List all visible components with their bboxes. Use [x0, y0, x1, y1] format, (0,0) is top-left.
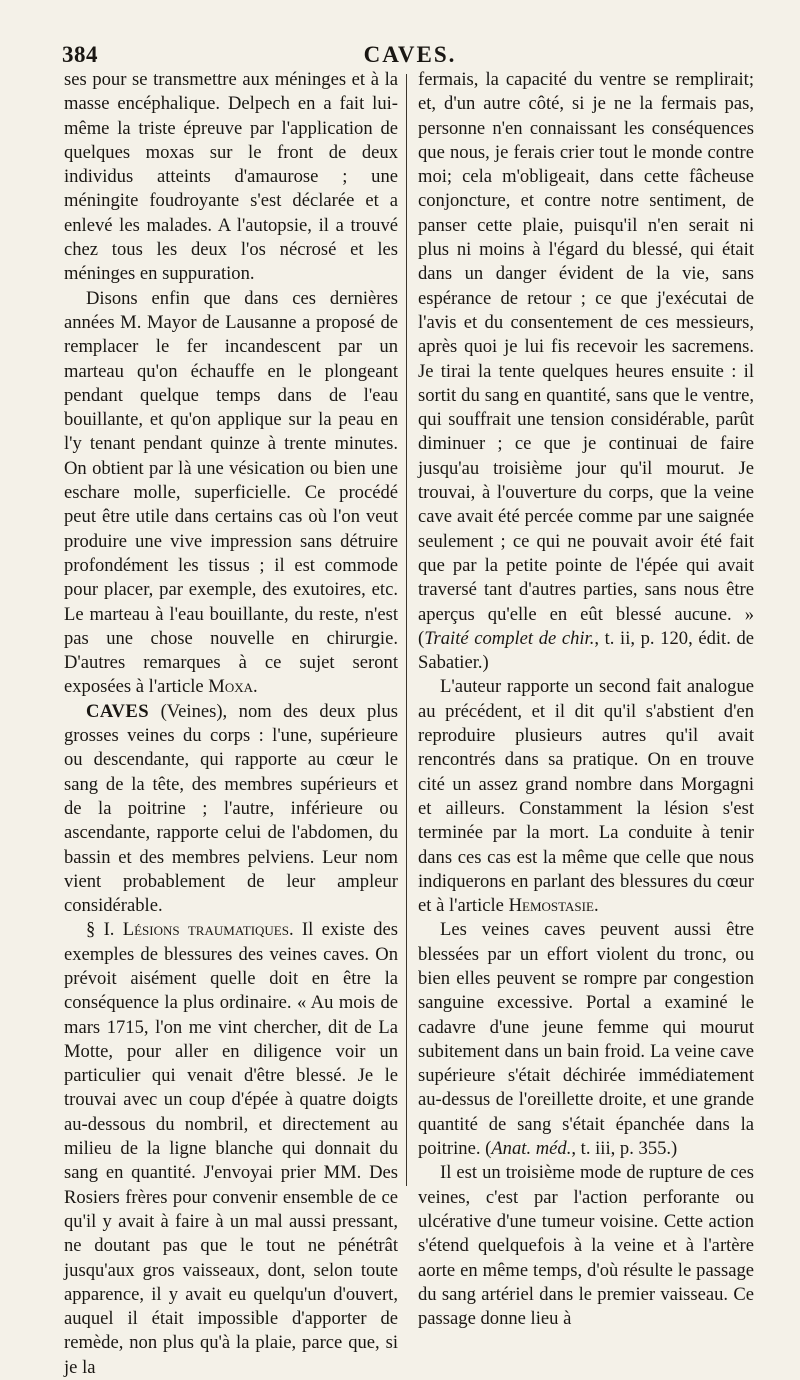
- paragraph-text: Disons enfin que dans ces dernières années M. Mayor de Lausanne a proposé de remplacer le fer incandescent par un marteau qu'on échauffe en le plongeant pendant quelque temps dans de l'eau bouillante, et qu'on applique sur la peau en l'y tenant pendant quinze à trente minutes. On obtient par là une vésication ou bien une eschare molle, superficielle. Ce procédé peut être utile dans certains cas où l'on veut produire une vive impression sans détruire profondément les tissus ; il est commode pour placer, par exemple, des exutoires, etc. Le marteau à l'eau bouillante, du reste, n'est pas une chose nouvelle en chirurgie. D'autres remarques à ce sujet seront exposées à l'article: [64, 287, 398, 698]
- citation-anat-med: Anat. méd.: [491, 1138, 572, 1160]
- paragraph-second-case: L'auteur rapporte un second fait analogue au précédent, et il dit qu'il s'abstient d'en reproduire plusieurs autres qu'il avait rencontrés dans sa pratique. On en trouve cité un assez grand nombre dans Morgagni et ailleurs. Constamment la lésion s'est terminée par la mort. La conduite à tenir dans ces cas est la même que celle que nous indiquerons en parlant des blessures du cœur et à l'article Hemostasie.: [418, 676, 754, 917]
- left-column: [64, 68, 398, 1380]
- paragraph-la-motte-quote: fermais, la capacité du ventre se remplirait; et, d'un autre côté, si je ne la fermais pas, personne n'en connaissant les conséquences que nous, je ferais crier tout le monde contre moi; cela m'obligeait, dans cette fâcheuse conjoncture, et contre notre sentiment, de panser cette plaie, puisqu'il n'en serait ni plus ni moins à l'égard du blessé, qui était dans un danger évident de la vie, sans espérance de retour ; ce que j'exécutai de l'avis et du consentement de ces messieurs, après quoi je lui fis recevoir les sacremens. Je tirai la tente quelques heures ensuite : il sortit du sang en quantité, sans que le ventre, qui souffrait une tension considérable, parût diminuer ; ce que je continuai de faire jusqu'au troisième jour qu'il mourut. Je trouvai, à l'ouverture du corps, que la veine cave avait été percée comme par une saignée seulement ; ce qui ne pouvait avoir été fait que par la petite pointe de l'épée qui avait traversé tant d'autres parties, sans nous être aperçus qu'elle en eût blessé aucune. » (Traité complet de chir., t. ii, p. 120, édit. de Sabatier.): [418, 69, 754, 674]
- section-text: Il existe des exemples de blessures des veines caves. On prévoit aisément quelle doit en être la conséquence la plus ordinaire. « Au mois de mars 1715, l'on me vint chercher, dit de La Motte, pour aller en diligence voir un particulier qui venait d'être blessé. Je le trouvai avec un coup d'épée à quatre doigts au-dessous du nombril, et directement au milieu de la ligne blanche qui donnait du sang en quantité. J'envoyai prier MM. Des Rosiers frères pour convenir ensemble de ce qu'il y avait à faire à un mal aussi pressant, ne doutant pas que le tout ne pénétrât jusqu'aux gros vaisseaux, dont, selon toute apparence, il y avait eu quelqu'un d'ouvert, auquel il était impossible d'apporter de remède, non plus qu'à la plaie, parce que, si je la: [64, 919, 399, 1378]
- running-title: CAVES.: [363, 42, 457, 67]
- cross-reference-hemostasie: Hemostasie: [508, 895, 594, 917]
- section-title: Lésions traumatiques.: [122, 919, 294, 941]
- column-divider: [406, 74, 407, 1186]
- paragraph-third-mode: Il est un troisième mode de rupture de ces veines, c'est par l'action perforante ou ulcérative d'une tumeur voisine. Cette action s'étend quelquefois à la veine et à l'artère aorte en même temps, d'où résulte le passage du sang artériel dans le premier vaisseau. Ce passage donne lieu à: [418, 1162, 754, 1330]
- entry-caves: [64, 700, 398, 919]
- citation-traite: Traité complet de chir.: [424, 627, 595, 649]
- page-number: 384: [62, 42, 98, 67]
- right-column: [418, 68, 754, 1331]
- entry-headword: CAVES: [86, 700, 150, 722]
- cross-reference-moxa: Moxa: [208, 676, 253, 698]
- paragraph-rupture: Les veines caves peuvent aussi être blessées par un effort violent du tronc, ou bien elles peuvent se rompre par congestion sanguine excessive. Portal a examiné le cadavre d'une jeune femme qui mourut subitement dans un bain froid. La veine cave supérieure s'était déchirée immédiatement au-dessus de l'oreillette droite, et une grande quantité de sang s'était épanchée dans la poitrine. (Anat. méd., t. iii, p. 355.): [418, 919, 754, 1160]
- section-number: § I.: [86, 919, 123, 941]
- entry-definition: (Veines), nom des deux plus grosses veines du corps : l'une, supérieure ou descendante, qui rapporte au cœur le sang de la tête, des membres supérieurs et de la poitrine ; l'autre, inférieure ou ascendante, rapporte celui de l'abdomen, du bassin et des membres pelviens. Leur nom vient probablement de leur ampleur considérable.: [64, 700, 398, 917]
- paragraph-mayor-hammer: Disons enfin que dans ces dernières années M. Mayor de Lausanne a proposé de remplacer le fer incandescent par un marteau qu'on échauffe en le plongeant pendant quelque temps dans de l'eau bouillante, et qu'on applique sur la peau en l'y tenant pendant quinze à trente minutes. On obtient par là une vésication ou bien une eschare molle, superficielle. Ce procédé peut être utile dans certains cas où l'on veut produire une vive impression sans détruire profondément les tissus ; il est commode pour placer, par exemple, des exutoires, etc. Le marteau à l'eau bouillante, du reste, n'est pas une chose nouvelle en chirurgie. D'autres remarques à ce sujet seront exposées à l'article Moxa.: [64, 287, 398, 698]
- paragraph-moxa-end: ses pour se transmettre aux méninges et à la masse encéphalique. Delpech en a fait lui-même la triste épreuve par l'application de quelques moxas sur le front de deux individus atteints d'amaurose ; une méningite foudroyante s'est déclarée et a enlevé les malades. A l'autopsie, il a trouvé chez tous les deux l'os nécrosé et les méninges en suppuration.: [64, 69, 398, 285]
- section-lesions-traumatiques: [64, 918, 398, 1380]
